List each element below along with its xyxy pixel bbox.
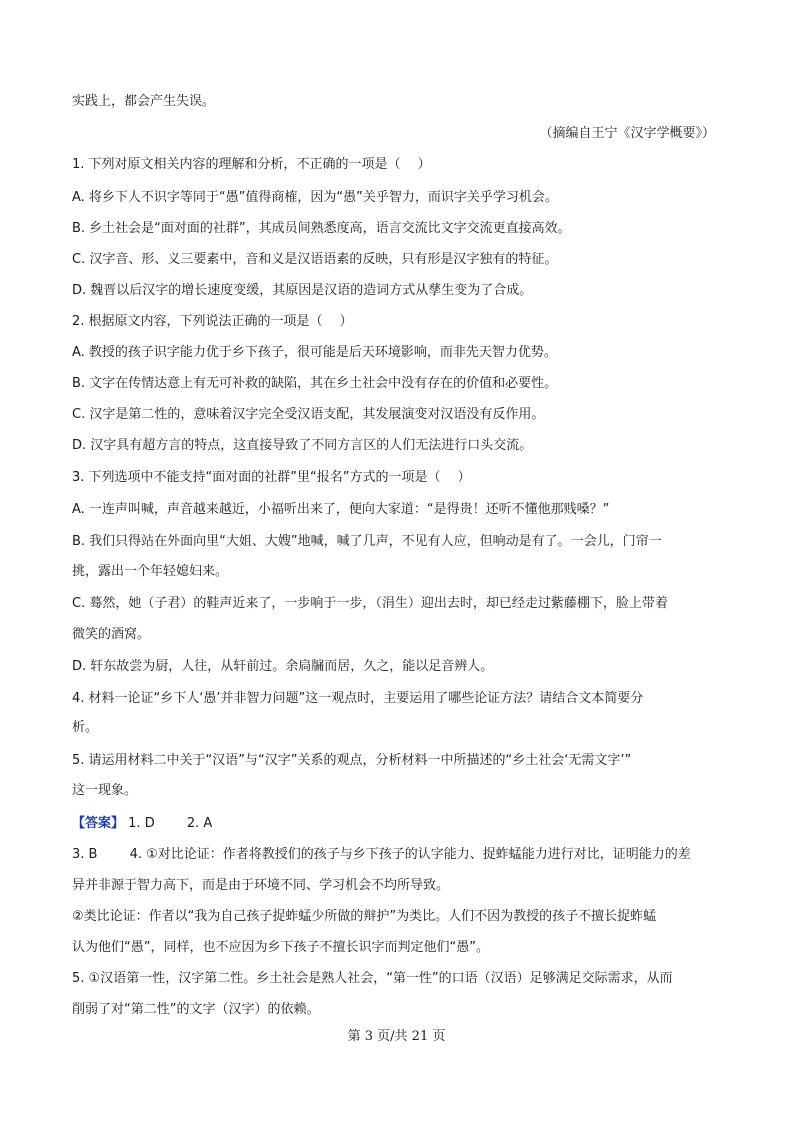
option-1b: B. 乡土社会是“面对面的社群”，其成员间熟悉度高，语言交流比文字交流更直接高效。 [72, 221, 571, 236]
option-2b: B. 文字在传情达意上有无可补救的缺陷，其在乡土社会中没有存在的价值和必要性。 [72, 376, 558, 391]
answer-4-point-2: ②类比论证：作者以“我为自己孩子捉蚱蜢少所做的辩护”为类比。人们不因为教授的孩子不擅长捉蚱蜢 [72, 909, 657, 924]
option-1c: C. 汉字音、形、义三要素中，音和义是汉语语素的反映，只有形是汉字独有的特征。 [72, 252, 558, 267]
question-3: 3. 下列选项中不能支持“面对面的社群”里“报名”方式的一项是（ ） [72, 470, 471, 485]
option-3b: B. 我们只得站在外面向里“大姐、大嫂”地喊，喊了几声，不见有人应，但响动是有了。一会儿，门帘一 [72, 534, 662, 549]
option-2d: D. 汉字具有超方言的特点，这直接导致了不同方言区的人们无法进行口头交流。 [72, 438, 533, 453]
answer-1: 1. D [128, 816, 155, 831]
question-4: 4. 材料一论证“乡下人‘愚’并非智力问题”这一观点时，主要运用了哪些论证方法？请结合文本简要分 [72, 691, 644, 706]
source-citation: （摘编自王宁《汉字学概要》） [539, 126, 715, 141]
option-3c: C. 蓦然，她（子君）的鞋声近来了，一步响于一步，（涓生）迎出去时，却已经走过紫藤棚下，脸上带着 [72, 596, 668, 611]
answer-3: 3. B [72, 847, 98, 862]
answer-tag: 【答案】 [72, 816, 125, 831]
answer-5: 5. ①汉语第一性，汉字第二性。乡土社会是熟人社会，“第一性”的口语（汉语）足够满足交际需求，从而 [72, 971, 673, 986]
answer-4-point-2-cont: 认为他们“愚”，同样，也不应因为乡下孩子不擅长识字而判定他们“愚”。 [72, 940, 489, 955]
option-1d: D. 魏晋以后汉字的增长速度变缓，其原因是汉语的造词方式从孳生变为了合成。 [72, 283, 533, 298]
answer-4-cont: 异并非源于智力高下，而是由于环境不同、学习机会不均所导致。 [72, 878, 450, 893]
answer-line [72, 814, 212, 834]
question-2: 2. 根据原文内容，下列说法正确的一项是（ ） [72, 314, 353, 329]
option-1a: A. 将乡下人不识字等同于“愚”值得商榷，因为“愚”关乎智力，而识字关乎学习机会。 [72, 190, 558, 205]
option-3d: D. 轩东故尝为厨，人往，从轩前过。余扃牖而居，久之，能以足音辨人。 [72, 659, 494, 674]
page-footer: 第 3 页/共 21 页 [347, 1029, 446, 1044]
text-line: 实践上，都会产生失误。 [72, 94, 216, 109]
answer-2: 2. A [186, 816, 213, 831]
question-5-cont: 这一现象。 [72, 783, 138, 798]
option-3c-cont: 微笑的酒窝。 [72, 627, 151, 642]
option-2c: C. 汉字是第二性的，意味着汉字完全受汉语支配，其发展演变对汉语没有反作用。 [72, 407, 545, 422]
question-5: 5. 请运用材料二中关于“汉语”与“汉字”关系的观点，分析材料一中所描述的“乡土社会‘无需文字’” [72, 753, 632, 768]
answer-4: 4. ①对比论证：作者将教授们的孩子与乡下孩子的认字能力、捉蚱蜢能力进行对比，证明能力的差 [129, 847, 691, 862]
option-2a: A. 教授的孩子识字能力优于乡下孩子，很可能是后天环境影响，而非先天智力优势。 [72, 345, 557, 360]
option-3b-cont: 挑，露出一个年轻媳妇来。 [72, 564, 229, 579]
answer-5-cont: 削弱了对“第二性”的文字（汉字）的依赖。 [72, 1002, 320, 1017]
question-1: 1. 下列对原文相关内容的理解和分析，不正确的一项是（ ） [72, 157, 431, 172]
answer-3-4 [72, 845, 691, 865]
question-4-cont: 析。 [72, 720, 99, 735]
option-3a: A. 一连声叫喊，声音越来越近，小福听出来了，便向大家道：“是得贵！还听不懂他那贱嗓？” [72, 502, 610, 517]
